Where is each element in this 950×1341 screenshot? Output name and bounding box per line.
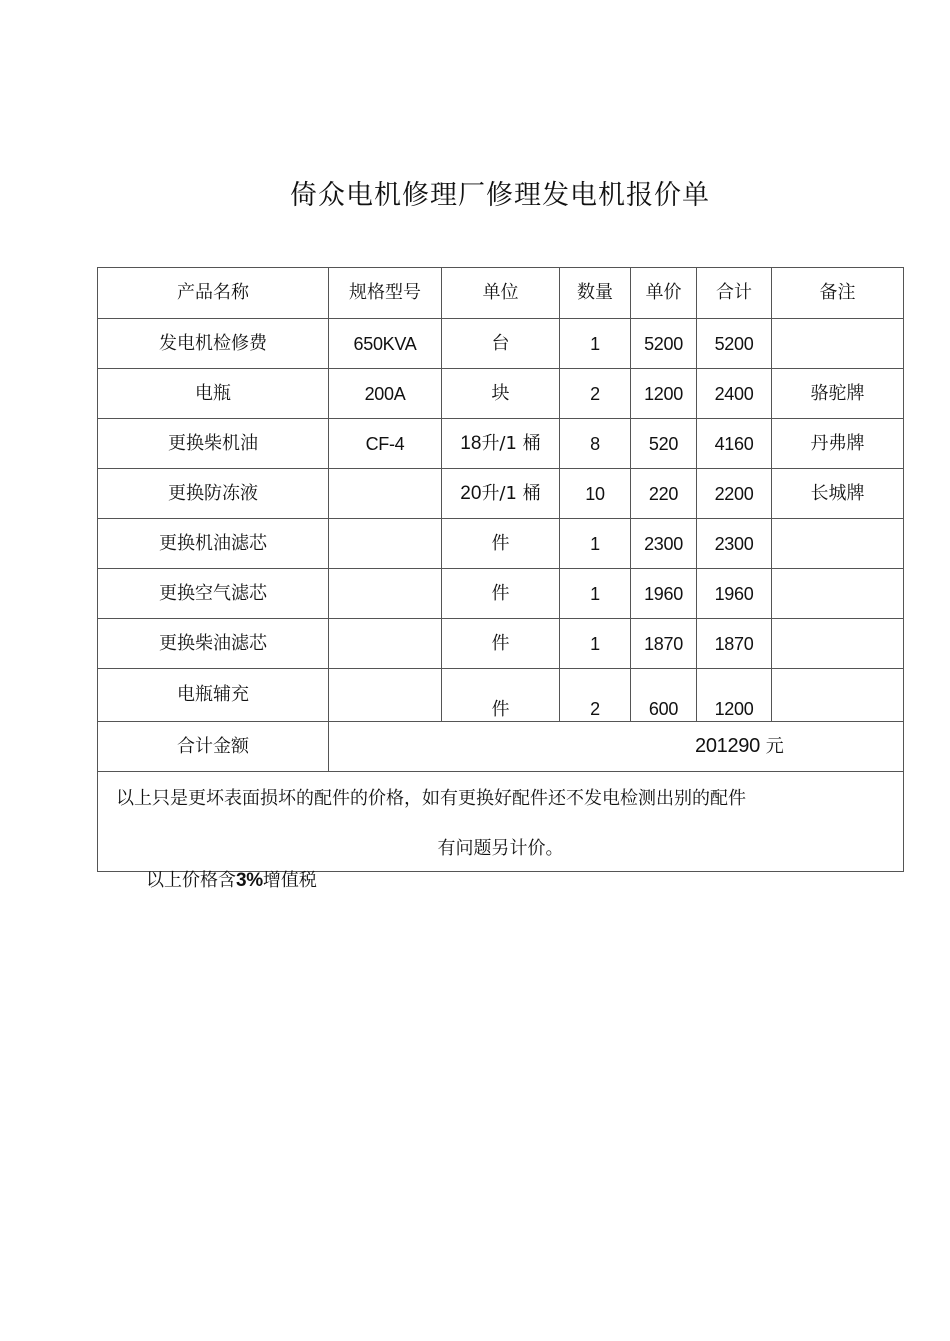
cell-quantity: 1 [560, 569, 631, 619]
cell-unit: 块 [442, 369, 560, 419]
cell-subtotal: 4160 [697, 419, 772, 469]
cell-unit-price: 520 [631, 419, 697, 469]
total-value: 201290 [695, 735, 760, 757]
cell-unit: 20升/1 桶 [442, 469, 560, 519]
table-row [98, 419, 904, 469]
cell-spec [329, 619, 442, 669]
header-unit: 单位 [442, 268, 560, 319]
cell-remark: 长城牌 [772, 469, 904, 519]
tax-rate: 3% [236, 870, 263, 891]
cell-subtotal: 1960 [697, 569, 772, 619]
cell-unit-price: 220 [631, 469, 697, 519]
cell-remark [772, 519, 904, 569]
cell-subtotal: 1200 [697, 669, 772, 722]
cell-subtotal: 2400 [697, 369, 772, 419]
cell-remark [772, 619, 904, 669]
tax-note: 以上价格含3%增值税 [146, 870, 317, 891]
cell-quantity: 10 [560, 469, 631, 519]
cell-quantity: 2 [560, 669, 631, 722]
cell-product-name: 更换柴油滤芯 [98, 619, 329, 669]
total-unit: 元 [765, 736, 784, 757]
cell-quantity: 1 [560, 619, 631, 669]
cell-spec: CF-4 [329, 419, 442, 469]
cell-spec: 650KVA [329, 319, 442, 369]
cell-unit-price: 600 [631, 669, 697, 722]
cell-subtotal: 2200 [697, 469, 772, 519]
header-subtotal: 合计 [697, 268, 772, 319]
cell-product-name: 更换防冻液 [98, 469, 329, 519]
cell-remark: 丹弗牌 [772, 419, 904, 469]
header-unit-price: 单价 [631, 268, 697, 319]
cell-spec [329, 469, 442, 519]
cell-unit-price: 2300 [631, 519, 697, 569]
cell-subtotal: 1870 [697, 619, 772, 669]
header-spec: 规格型号 [329, 268, 442, 319]
remark-line-2: 有问题另计价。 [437, 838, 564, 859]
header-quantity: 数量 [560, 268, 631, 319]
table-row [98, 469, 904, 519]
table-header-row [98, 268, 904, 319]
cell-quantity: 1 [560, 319, 631, 369]
remark-row [98, 772, 904, 872]
total-label: 合计金额 [98, 722, 329, 772]
cell-spec [329, 519, 442, 569]
cell-product-name: 电瓶辅充 [98, 669, 329, 722]
cell-unit: 件 [442, 669, 560, 722]
cell-unit: 件 [442, 619, 560, 669]
cell-product-name: 更换柴机油 [98, 419, 329, 469]
header-product-name: 产品名称 [98, 268, 329, 319]
table-row [98, 669, 904, 722]
cell-subtotal: 5200 [697, 319, 772, 369]
cell-unit-price: 1960 [631, 569, 697, 619]
cell-unit: 18升/1 桶 [442, 419, 560, 469]
cell-unit-price: 1200 [631, 369, 697, 419]
cell-remark: 骆驼牌 [772, 369, 904, 419]
cell-quantity: 8 [560, 419, 631, 469]
cell-spec [329, 669, 442, 722]
total-row [98, 722, 904, 772]
remark-line-1: 以上只是更坏表面损坏的配件的价格，如有更换好配件还不发电检测出别的配件 [116, 788, 746, 809]
quotation-table [97, 267, 904, 872]
cell-spec: 200A [329, 369, 442, 419]
cell-remark [772, 319, 904, 369]
table-row [98, 619, 904, 669]
cell-spec [329, 569, 442, 619]
cell-quantity: 1 [560, 519, 631, 569]
cell-remark [772, 669, 904, 722]
cell-product-name: 更换机油滤芯 [98, 519, 329, 569]
total-amount [329, 722, 904, 772]
remark-cell [98, 772, 904, 872]
table-row [98, 569, 904, 619]
cell-remark [772, 569, 904, 619]
cell-product-name: 电瓶 [98, 369, 329, 419]
document-title: 倚众电机修理厂修理发电机报价单 [290, 180, 710, 211]
header-remark: 备注 [772, 268, 904, 319]
table-row [98, 369, 904, 419]
cell-quantity: 2 [560, 369, 631, 419]
table-row [98, 519, 904, 569]
cell-unit-price: 5200 [631, 319, 697, 369]
cell-unit: 件 [442, 519, 560, 569]
cell-subtotal: 2300 [697, 519, 772, 569]
cell-unit: 件 [442, 569, 560, 619]
cell-product-name: 发电机检修费 [98, 319, 329, 369]
cell-product-name: 更换空气滤芯 [98, 569, 329, 619]
table-row [98, 319, 904, 369]
cell-unit: 台 [442, 319, 560, 369]
cell-unit-price: 1870 [631, 619, 697, 669]
